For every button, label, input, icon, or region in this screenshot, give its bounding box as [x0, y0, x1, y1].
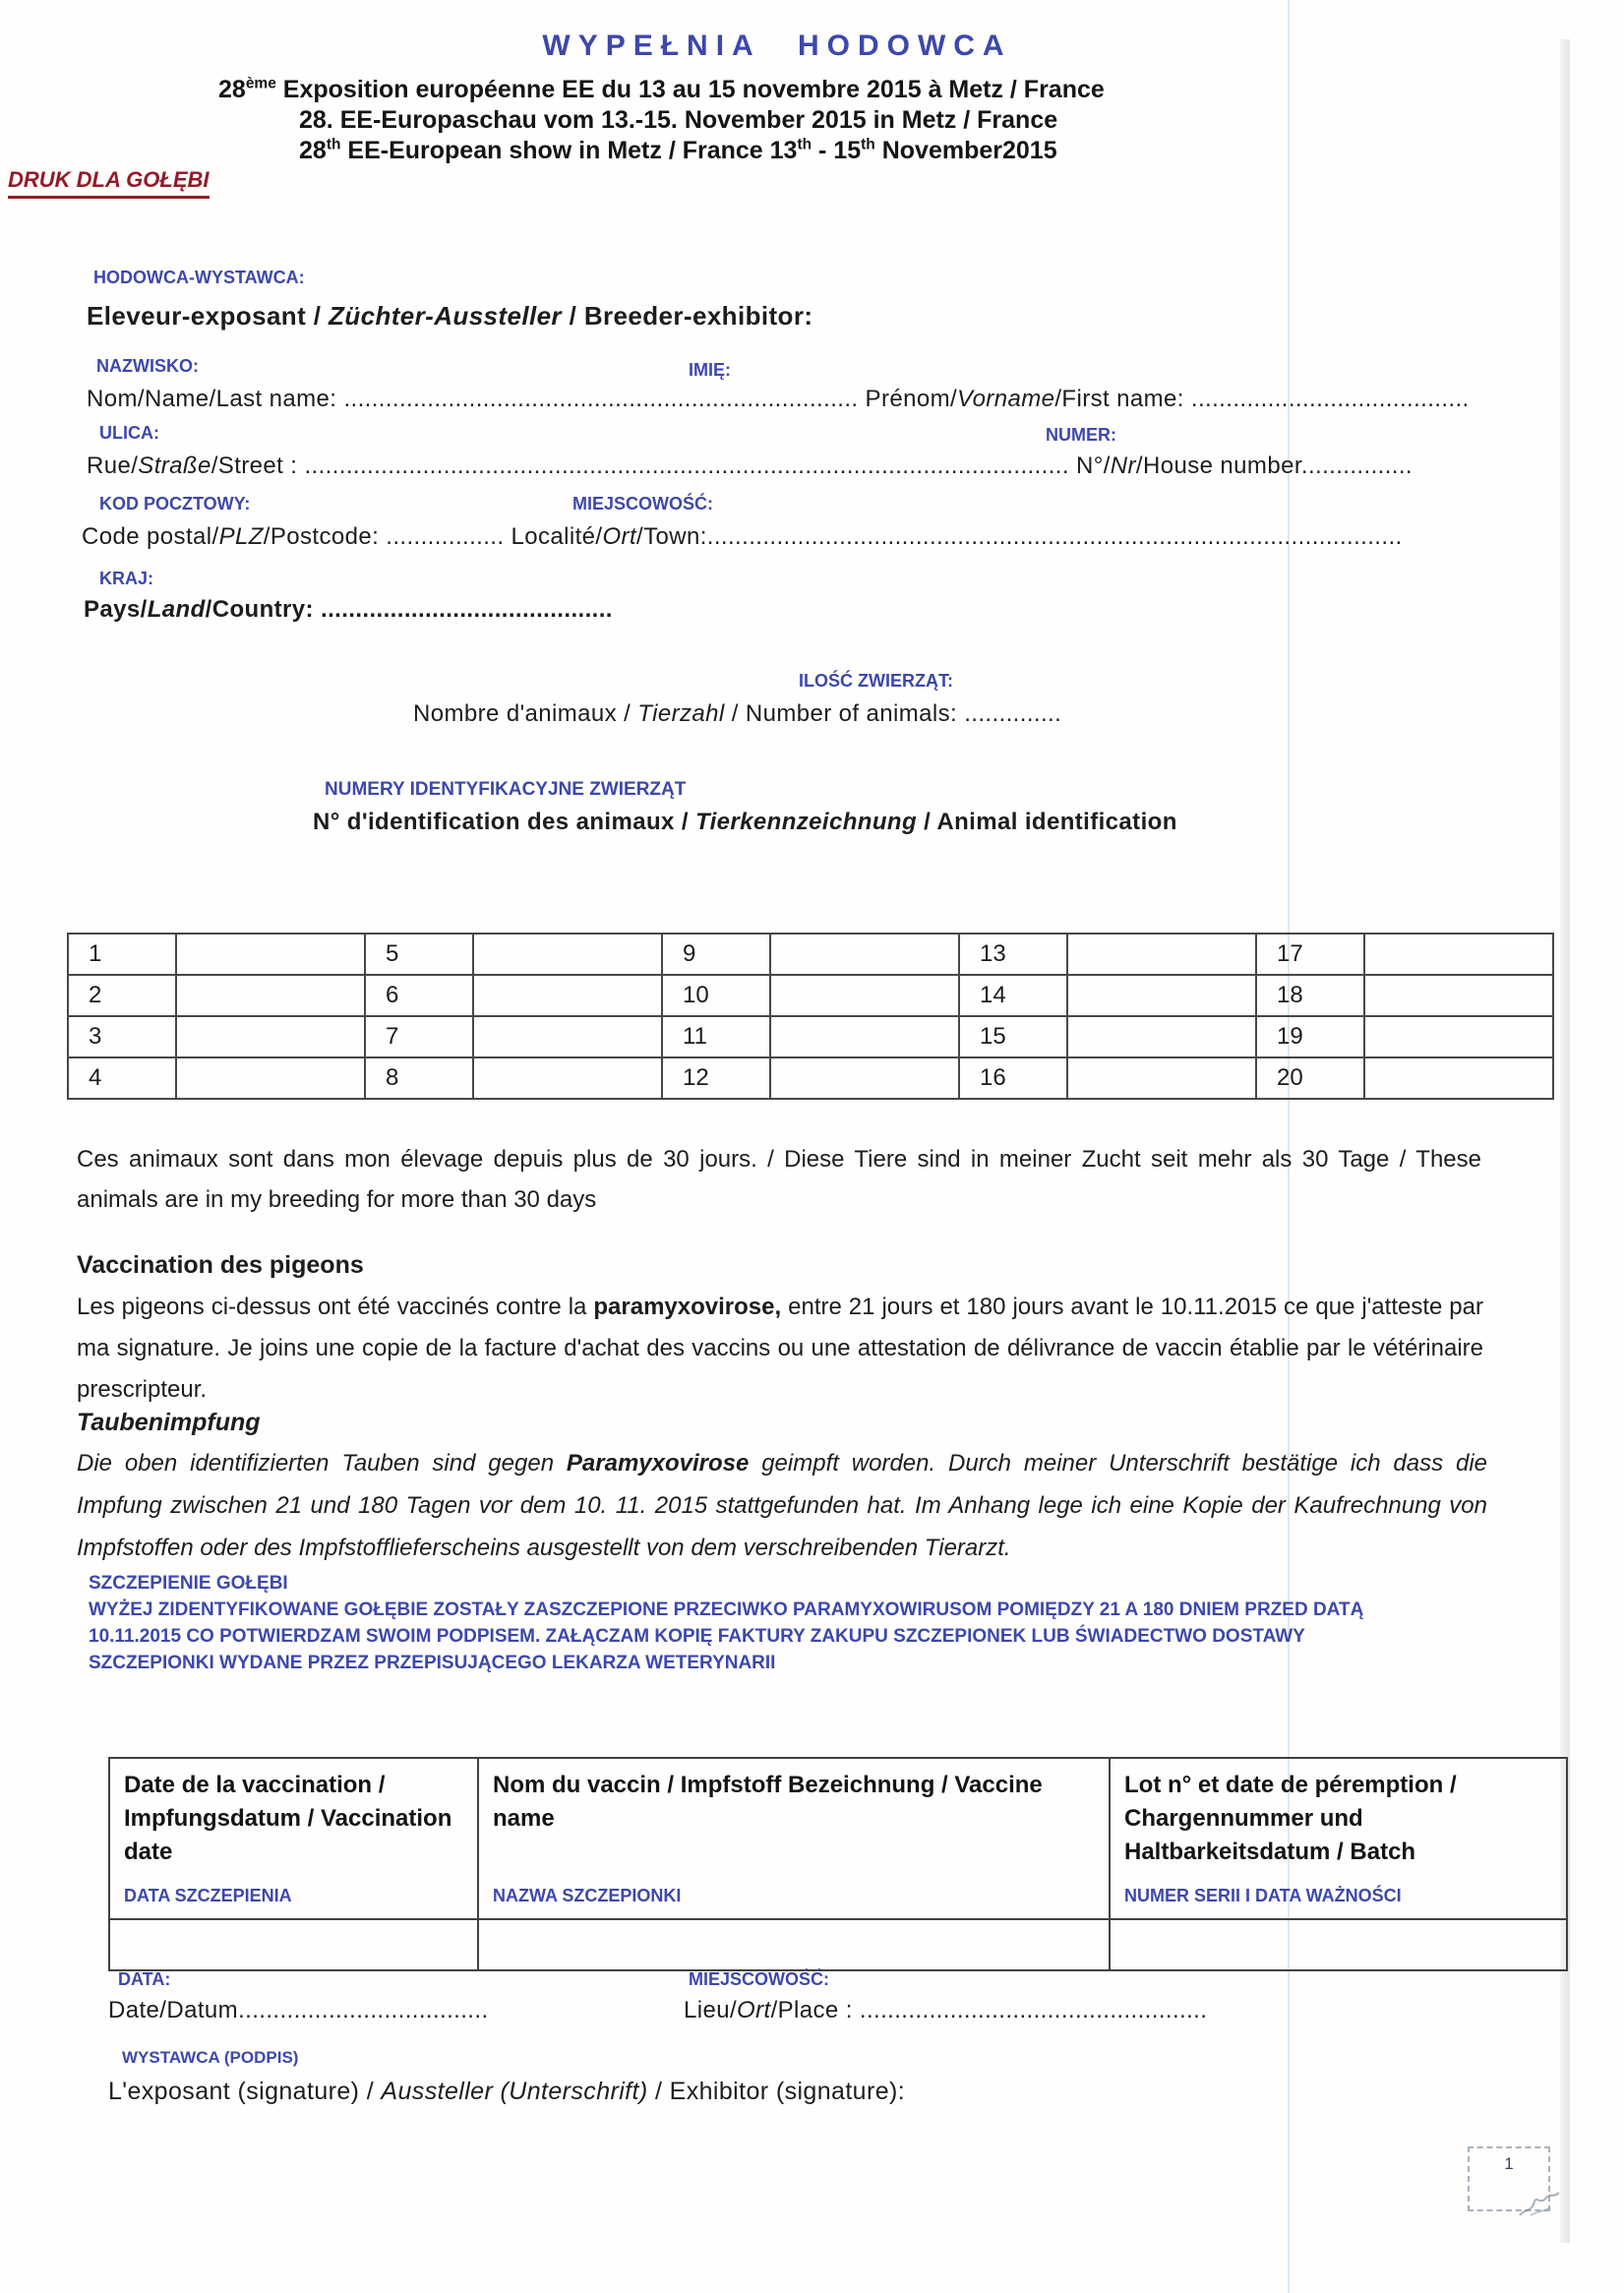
id-number-cell: 3 [68, 1016, 176, 1057]
id-number-cell: 10 [662, 975, 770, 1016]
postcode-label: KOD POCZTOWY: [99, 494, 251, 513]
street-label: ULICA: [99, 423, 159, 443]
animal-count-line: Nombre d'animaux / Tierzahl / Number of animals: .............. [413, 700, 1062, 727]
date-label: DATA: [118, 1969, 171, 1989]
place-field-line: Lieu/Ort/Place : .................................................. [684, 1997, 1208, 2023]
town-label: MIEJSCOWOŚĆ: [572, 494, 714, 513]
stamp-druk-dla-golebi: DRUK DLA GOŁĘBI [8, 167, 210, 199]
header-line-de: 28. EE-Europaschau vom 13.-15. November 2015 in Metz / France [299, 106, 1058, 134]
id-blank-cell [176, 975, 365, 1016]
vaccination-para-fr: Les pigeons ci-dessus ont été vaccinés contre la paramyxovirose, entre 21 jours et 180 jours avant le 10.11.2015 ce que j'atteste par ma signature. Je joins une copie de la facture d'achat des vaccins ou une attestation de délivrance de vaccin établie par le vétérinaire prescripteur. [77, 1294, 1483, 1403]
vacc-col-lot-header [1110, 1758, 1567, 1919]
street-field-line: Rue/Straße/Street : .............................................................................................................. N°/Nr/House number................ [87, 453, 1413, 479]
id-number-cell: 14 [959, 975, 1067, 1016]
vacc-vaccine-blank-cell [478, 1919, 1110, 1970]
firstname-label: IMIĘ: [689, 360, 731, 380]
place-label: MIEJSCOWOŚĆ: [689, 1969, 830, 1989]
header-line-en: 28th EE-European show in Metz / France 13th - 15th November2015 [299, 136, 1057, 164]
vacc-date-blank-cell [109, 1919, 478, 1970]
vaccination-heading-fr: Vaccination des pigeons [77, 1251, 364, 1279]
id-number-cell: 2 [68, 975, 176, 1016]
vacc-col-lot-main: Lot n° et date de péremption / Chargennummer und Haltbarkeitsdatum / Batch [1124, 1772, 1457, 1865]
id-number-cell: 20 [1256, 1057, 1364, 1099]
postcode-town-field-line: Code postal/PLZ/Postcode: ................. Localité/Ort/Town:.................................................................................................... [82, 523, 1403, 550]
page-number: 1 [1504, 2154, 1514, 2173]
id-blank-cell [1067, 1016, 1256, 1057]
vaccination-block-pl [89, 1570, 1412, 1676]
id-blank-cell [176, 934, 365, 975]
vacc-col-date-main: Date de la vaccination / Impfungsdatum / Vaccination date [124, 1772, 452, 1865]
country-field-line: Pays/Land/Country: .......................................... [84, 596, 613, 623]
signature-line: L'exposant (signature) / Aussteller (Unterschrift) / Exhibitor (signature): [108, 2078, 906, 2105]
id-number-cell: 12 [662, 1057, 770, 1099]
id-blank-cell [1067, 934, 1256, 975]
id-blank-cell [1364, 1016, 1553, 1057]
id-number-cell: 16 [959, 1057, 1067, 1099]
id-blank-cell [473, 934, 662, 975]
id-number-cell: 4 [68, 1057, 176, 1099]
vacc-col-vaccine-header [478, 1758, 1110, 1919]
id-blank-cell [770, 1057, 959, 1099]
vacc-col-vaccine-sublabel: NAZWA SZCZEPIONKI [493, 1886, 682, 1905]
vacc-col-vaccine-main: Nom du vaccin / Impfstoff Bezeichnung / Vaccine name [493, 1772, 1043, 1832]
exhibition-header [218, 75, 1105, 166]
animal-count-label: ILOŚĆ ZWIERZĄT: [799, 671, 953, 691]
vaccination-heading-pl: SZCZEPIENIE GOŁĘBI [89, 1573, 288, 1594]
id-number-cell: 19 [1256, 1016, 1364, 1057]
name-field-line: Nom/Name/Last name: .......................................................................... Prénom/Vorname/First name: ........................................ [87, 386, 1470, 412]
id-blank-cell [770, 934, 959, 975]
breeder-section-label: HODOWCA-WYSTAWCA: [93, 268, 305, 287]
header-line-fr: 28ème Exposition européenne EE du 13 au 15 novembre 2015 à Metz / France [218, 75, 1105, 103]
id-number-cell: 18 [1256, 975, 1364, 1016]
declaration-30days: Ces animaux sont dans mon élevage depuis plus de 30 jours. / Diese Tiere sind in meiner Zucht seit mehr als 30 Tage / These animals are in my breeding for more than 30 days [77, 1146, 1481, 1213]
id-blank-cell [176, 1016, 365, 1057]
vacc-col-date-header [109, 1758, 478, 1919]
id-blank-cell [770, 975, 959, 1016]
vaccination-table [108, 1757, 1568, 1971]
id-heading: N° d'identification des animaux / Tierkennzeichnung / Animal identification [313, 809, 1177, 835]
id-blank-cell [1067, 975, 1256, 1016]
vacc-col-lot-sublabel: NUMER SERII I DATA WAŻNOŚCI [1124, 1886, 1402, 1905]
signature-label: WYSTAWCA (PODPIS) [122, 2048, 299, 2067]
id-blank-cell [1364, 975, 1553, 1016]
id-number-cell: 17 [1256, 934, 1364, 975]
animal-id-table [67, 933, 1554, 1100]
housenumber-label: NUMER: [1046, 425, 1116, 445]
id-number-cell: 15 [959, 1016, 1067, 1057]
id-blank-cell [1364, 1057, 1553, 1099]
id-blank-cell [1067, 1057, 1256, 1099]
id-numbers-label: NUMERY IDENTYFIKACYJNE ZWIERZĄT [325, 779, 687, 800]
id-blank-cell [770, 1016, 959, 1057]
surname-label: NAZWISKO: [96, 356, 199, 376]
vacc-lot-blank-cell [1110, 1919, 1567, 1970]
id-number-cell: 8 [365, 1057, 473, 1099]
id-number-cell: 11 [662, 1016, 770, 1057]
date-field-line: Date/Datum.................................... [108, 1997, 489, 2023]
page-title: WYPEŁNIA HODOWCA [542, 30, 1012, 62]
id-number-cell: 6 [365, 975, 473, 1016]
id-number-cell: 9 [662, 934, 770, 975]
vaccination-heading-de: Taubenimpfung [77, 1409, 261, 1436]
country-label: KRAJ: [99, 569, 154, 588]
id-blank-cell [176, 1057, 365, 1099]
vaccination-para-pl: WYŻEJ ZIDENTYFIKOWANE GOŁĘBIE ZOSTAŁY ZASZCZEPIONE PRZECIWKO PARAMYXOWIRUSOM POMIĘDZY 21 A 180 DNIEM PRZED DATĄ 10.11.2015 CO POTWIERDZAM SWOIM PODPISEM. ZAŁĄCZAM KOPIĘ FAKTURY ZAKUPU SZCZEPIONEK LUB ŚWIADECTWO DOSTAWY SZCZEPIONKI WYDANE PRZEZ PRZEPISUJĄCEGO LEKARZA WETERYNARII [89, 1599, 1364, 1673]
id-blank-cell [473, 975, 662, 1016]
id-number-cell: 5 [365, 934, 473, 975]
id-blank-cell [1364, 934, 1553, 975]
id-number-cell: 7 [365, 1016, 473, 1057]
id-blank-cell [473, 1016, 662, 1057]
pencil-mark [1517, 2186, 1562, 2219]
id-number-cell: 13 [959, 934, 1067, 975]
id-blank-cell [473, 1057, 662, 1099]
breeder-heading: Eleveur-exposant / Züchter-Aussteller / Breeder-exhibitor: [87, 301, 813, 331]
id-number-cell: 1 [68, 934, 176, 975]
vaccination-para-de: Die oben identifizierten Tauben sind gegen Paramyxovirose geimpft worden. Durch meiner Unterschrift bestätige ich dass die Impfung zwischen 21 und 180 Tagen vor dem 10. 11. 2015 stattgefunden hat. Im Anhang lege ich eine Kopie der Kaufrechnung von Impfstoffen oder des Impfstofflieferscheins ausgestellt von dem verschreibenden Tierarzt. [77, 1450, 1488, 1561]
vacc-col-date-sublabel: DATA SZCZEPIENIA [124, 1886, 292, 1905]
page-number-box [1468, 2146, 1550, 2211]
